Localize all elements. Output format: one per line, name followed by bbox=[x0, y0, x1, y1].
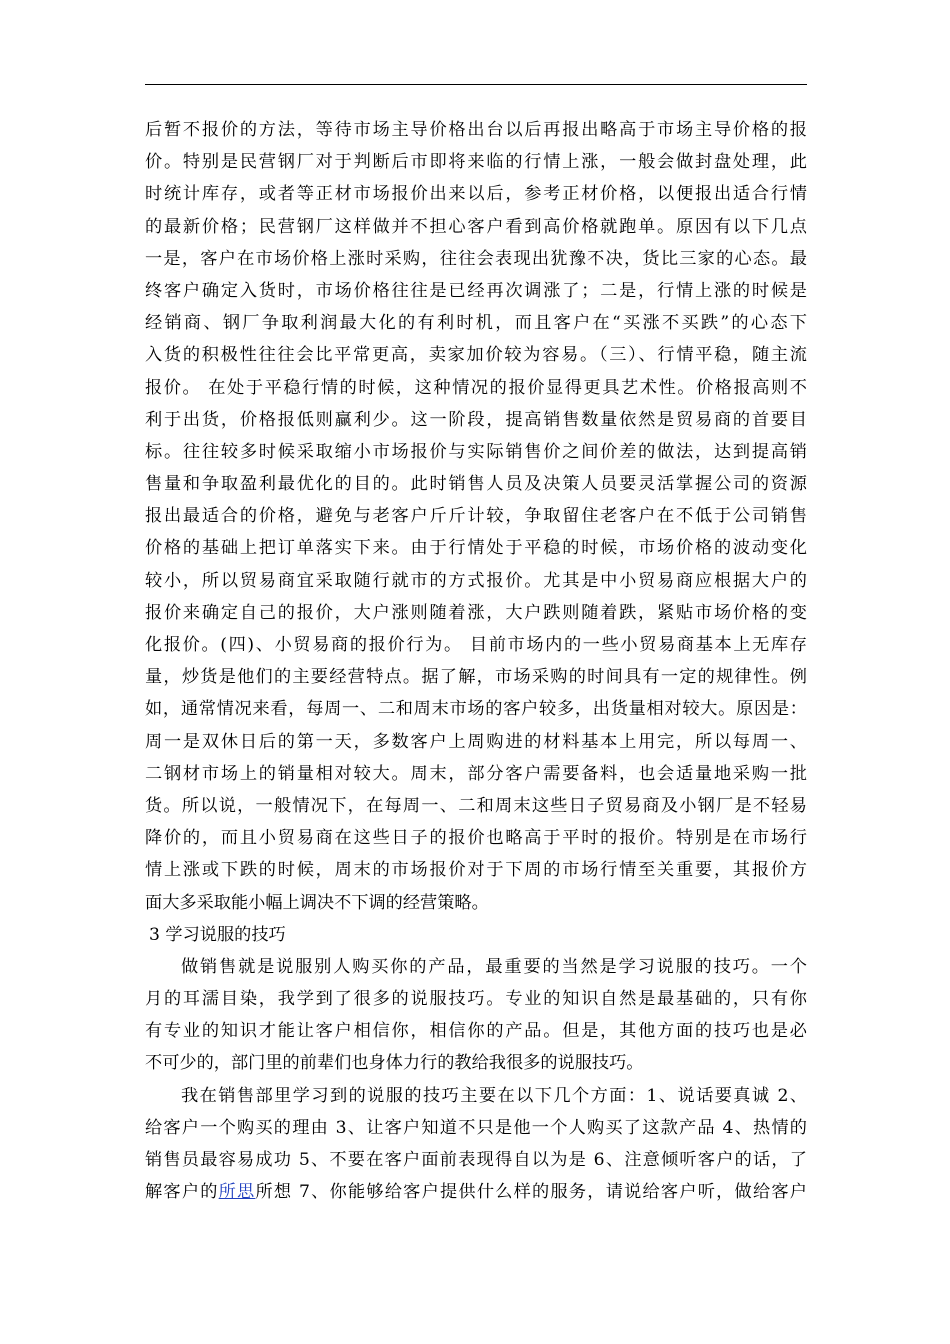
text-line: 利于出货，价格报低则赢利少。这一阶段，提高销售数量依然是贸易商的首要目 bbox=[145, 409, 807, 430]
text-line: 报价。 在处于平稳行情的时候，这种情况的报价显得更具艺术性。价格报高则不 bbox=[145, 377, 807, 398]
text-line: 经销商、钢厂争取利润最大化的有利时机，而且客户在“买涨不买跌”的心态下 bbox=[145, 313, 807, 334]
text-line: 量，炒货是他们的主要经营特点。据了解，市场采购的时间具有一定的规律性。例 bbox=[145, 667, 807, 688]
text-line: 如，通常情况来看，每周一、二和周末市场的客户较多，出货量相对较大。原因是： bbox=[145, 699, 807, 720]
text-line: 月的耳濡目染，我学到了很多的说服技巧。专业的知识自然是最基础的，只有你 bbox=[145, 989, 807, 1010]
text-line: 货。所以说，一般情况下，在每周一、二和周末这些日子贸易商及小钢厂是不轻易 bbox=[145, 795, 807, 816]
text-line: 销售员最容易成功 5、不要在客户面前表现得自以为是 6、注意倾听客户的话，了 bbox=[145, 1150, 807, 1170]
text-line: 二钢材市场上的销量相对较大。周末，部分客户需要备料，也会适量地采购一批 bbox=[145, 763, 807, 784]
text-line: 周一是双休日后的第一天，多数客户上周购进的材料基本上用完，所以每周一、 bbox=[145, 731, 807, 752]
text-line: 价格的基础上把订单落实下来。由于行情处于平稳的时候，市场价格的波动变化 bbox=[145, 538, 807, 559]
text-line: 有专业的知识才能让客户相信你，相信你的产品。但是，其他方面的技巧也是必 bbox=[145, 1021, 807, 1042]
text-line: 终客户确定入货时，市场价格往往是已经再次调涨了；二是，行情上涨的时候是 bbox=[145, 280, 807, 301]
document-body bbox=[145, 114, 807, 1208]
text-line-with-link bbox=[145, 1176, 807, 1208]
text-line: 时统计库存，或者等正材市场报价出来以后，参考正材价格，以便报出适合行情 bbox=[145, 184, 807, 205]
text-line: 一是，客户在市场价格上涨时采购，往往会表现出犹豫不决，货比三家的心态。最 bbox=[145, 248, 807, 269]
paragraph-pricing bbox=[145, 114, 807, 919]
text-line: 降价的，而且小贸易商在这些日子的报价也略高于平时的报价。特别是在市场行 bbox=[145, 828, 807, 849]
text-segment: 解客户的 bbox=[145, 1182, 219, 1203]
text-line: 报出最适合的价格，避免与老客户斤斤计较，争取留住老客户在不低于公司销售 bbox=[145, 506, 807, 527]
text-line: 不可少的，部门里的前辈们也身体力行的教给我很多的说服技巧。 bbox=[145, 1053, 644, 1074]
text-line: 售量和争取盈利最优化的目的。此时销售人员及决策人员要灵活掌握公司的资源 bbox=[145, 474, 807, 495]
text-line: 较小，所以贸易商宜采取随行就市的方式报价。尤其是中小贸易商应根据大户的 bbox=[145, 570, 807, 591]
text-line: 价。特别是民营钢厂对于判断后市即将来临的行情上涨，一般会做封盘处理，此 bbox=[145, 152, 807, 173]
text-line: 做销售就是说服别人购买你的产品，最重要的当然是学习说服的技巧。一个 bbox=[181, 956, 807, 977]
paragraph-persuasion-intro bbox=[145, 951, 807, 1080]
text-line: 化报价。(四)、小贸易商的报价行为。 目前市场内的一些小贸易商基本上无库存 bbox=[145, 635, 807, 655]
text-line: 标。往往较多时候采取缩小市场报价与实际销售价之间价差的做法，达到提高销 bbox=[145, 441, 807, 462]
text-line: 面大多采取能小幅上调决不下调的经营策略。 bbox=[145, 892, 489, 913]
text-segment: 所想 7、你能够给客户提供什么样的服务，请说给客户听，做给客户 bbox=[255, 1182, 807, 1203]
text-line: 后暂不报价的方法，等待市场主导价格出台以后再报出略高于市场主导价格的报 bbox=[145, 120, 807, 140]
hyperlink[interactable]: 所思 bbox=[218, 1182, 256, 1203]
text-line: 的最新价格；民营钢厂这样做并不担心客户看到高价格就跑单。原因有以下几点 bbox=[145, 216, 807, 237]
text-line: 报价来确定自己的报价，大户涨则随着涨，大户跌则随着跌，紧贴市场价格的变 bbox=[145, 602, 807, 623]
header-rule bbox=[145, 84, 807, 85]
text-line: 入货的积极性往往会比平常更高，卖家加价较为容易。（三）、行情平稳，随主流 bbox=[145, 345, 807, 366]
section-heading: 3 学习说服的技巧 bbox=[149, 924, 286, 945]
paragraph-persuasion-skills bbox=[145, 1080, 807, 1209]
text-line: 给客户一个购买的理由 3、让客户知道不只是他一个人购买了这款产品 4、热情的 bbox=[145, 1117, 807, 1138]
text-line: 情上涨或下跌的时候，周末的市场报价对于下周的市场行情至关重要，其报价方 bbox=[145, 860, 807, 881]
text-line: 我在销售部里学习到的说服的技巧主要在以下几个方面：1、说话要真诚 2、 bbox=[181, 1085, 807, 1106]
